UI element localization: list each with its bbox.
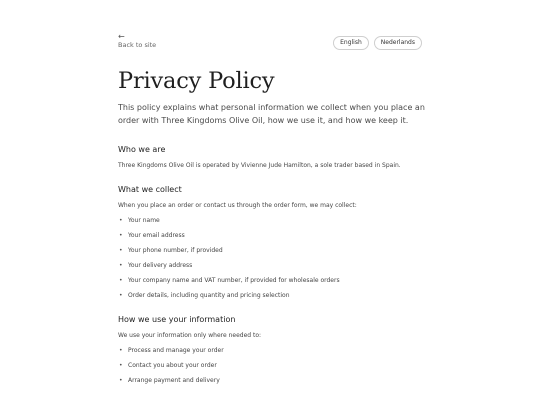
- usage-list: [118, 346, 428, 385]
- list-item: • Your name: [118, 216, 428, 225]
- list-item: • Arrange payment and delivery: [118, 376, 428, 385]
- language-nederlands-button[interactable]: Nederlands: [374, 36, 422, 50]
- section-who-we-are: [118, 144, 428, 170]
- back-arrow-icon: ←: [118, 32, 125, 41]
- language-switcher: [333, 36, 422, 50]
- section-heading: Who we are: [118, 145, 166, 154]
- list-item: • Your phone number, if provided: [118, 246, 428, 255]
- section-heading: What we collect: [118, 185, 182, 194]
- policy-content: [118, 66, 428, 399]
- section-how-we-use: [118, 314, 428, 385]
- list-item: • Contact you about your order: [118, 361, 428, 370]
- collected-data-list: [118, 216, 428, 300]
- list-item: • Order details, including quantity and pricing selection: [118, 291, 428, 300]
- section-what-we-collect: [118, 184, 428, 300]
- page-title: Privacy Policy: [118, 68, 275, 94]
- section-text: We use your information only where needed to:: [118, 332, 262, 339]
- intro-paragraph: This policy explains what personal information we collect when you place an order with Three Kingdoms Olive Oil, how we use it, and how we keep it.: [118, 103, 425, 125]
- language-english-button[interactable]: English: [333, 36, 369, 50]
- list-item: • Your company name and VAT number, if provided for wholesale orders: [118, 276, 428, 285]
- back-to-site-link[interactable]: [118, 33, 156, 50]
- section-heading: How we use your information: [118, 315, 236, 324]
- list-item: • Your email address: [118, 231, 428, 240]
- list-item: • Your delivery address: [118, 261, 428, 270]
- back-to-site-label: Back to site: [118, 41, 157, 49]
- section-text: Three Kingdoms Olive Oil is operated by Vivienne Jude Hamilton, a sole trader based in Spain.: [118, 162, 401, 169]
- section-text: When you place an order or contact us through the order form, we may collect:: [118, 202, 357, 209]
- list-item: • Process and manage your order: [118, 346, 428, 355]
